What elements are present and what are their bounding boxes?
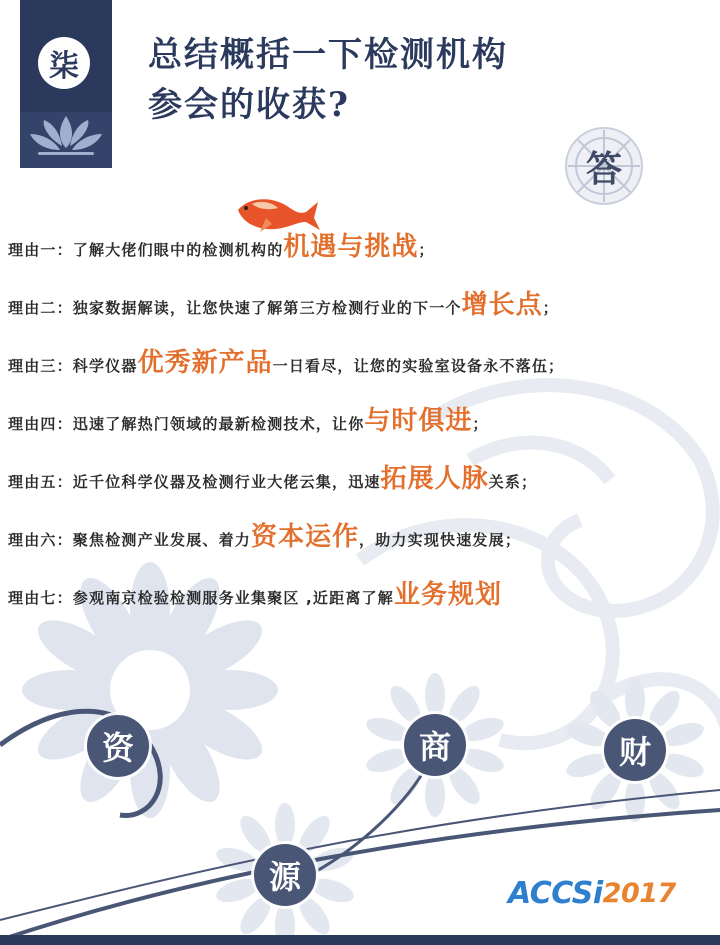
list-item [8, 342, 720, 400]
reason-highlight: 优秀新产品 [137, 348, 273, 378]
reason-text: 理由五：近千位科学仪器及检测行业大佬云集，迅速 [8, 473, 381, 491]
list-item [8, 574, 720, 632]
reason-text: 理由一：了解大佬们眼中的检测机构的 [8, 241, 284, 259]
title-line-1: 总结概括一下检测机构 [148, 35, 508, 75]
answer-label: 答 [585, 147, 622, 190]
page-title [148, 30, 608, 130]
logo-year: 2017 [602, 877, 676, 909]
reason-highlight: 资本运作 [251, 522, 360, 552]
list-item [8, 458, 720, 516]
reason-suffix: ； [418, 241, 435, 259]
circle-cai: 财 [604, 719, 666, 781]
accsi-logo [508, 868, 688, 918]
reason-highlight: 增长点 [461, 290, 543, 320]
reason-text: 理由七：参观南京检验检测服务业集聚区 ,近距离了解 [8, 589, 394, 607]
reason-highlight: 业务规划 [393, 580, 502, 610]
reason-text: 理由三：科学仪器 [8, 357, 138, 375]
list-item [8, 226, 720, 284]
bottom-bar [0, 935, 720, 945]
reason-text: 理由四：迅速了解热门领域的最新检测技术，让你 [8, 415, 365, 433]
reason-text: 理由六：聚焦检测产业发展、着力 [8, 531, 252, 549]
reason-suffix: ，助力实现快速发展； [359, 531, 522, 549]
answer-badge [562, 124, 646, 208]
circle-yuan: 源 [254, 844, 316, 906]
reason-highlight: 与时俱进 [364, 406, 473, 436]
list-item [8, 284, 720, 342]
reason-suffix: ； [472, 415, 489, 433]
reason-suffix: 一日看尽，让您的实验室设备永不落伍； [272, 357, 565, 375]
circle-zi: 资 [87, 715, 149, 777]
reason-suffix: 关系； [488, 473, 538, 491]
reason-text: 理由二：独家数据解读，让您快速了解第三方检测行业的下一个 [8, 299, 462, 317]
reason-suffix: ； [542, 299, 559, 317]
reasons-list [8, 226, 720, 632]
reason-highlight: 机遇与挑战 [283, 232, 419, 262]
logo-brand: ACCSi [508, 875, 603, 911]
reason-highlight: 拓展人脉 [380, 464, 489, 494]
circle-shang: 商 [404, 714, 466, 776]
list-item [8, 400, 720, 458]
ribbon-number-badge: 柒 [38, 37, 90, 89]
title-line-2: 参会的收获? [148, 85, 350, 125]
list-item [8, 516, 720, 574]
